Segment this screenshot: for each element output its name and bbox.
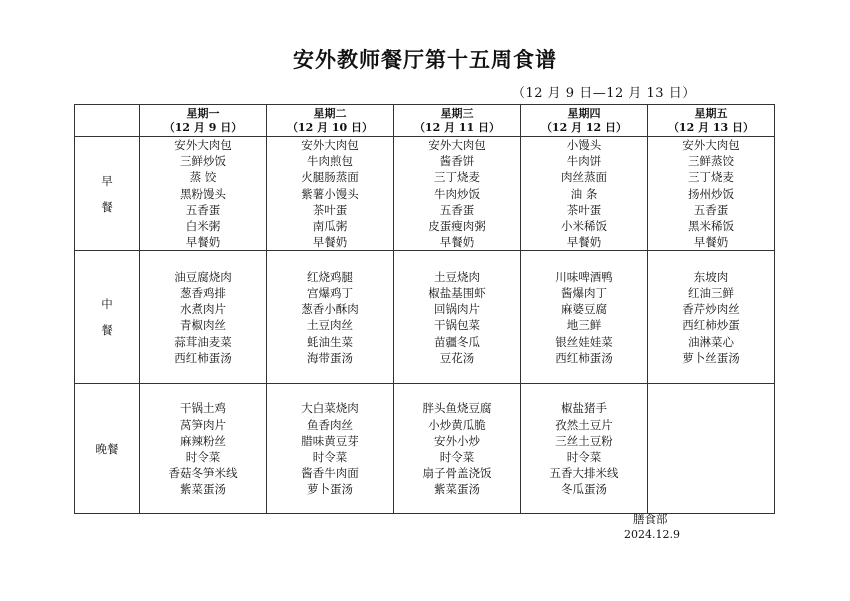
day-name: 星期五 [694, 106, 728, 120]
dish-item: 油 条 [570, 186, 598, 201]
dinner-label [75, 384, 140, 514]
dish-item: 西红柿炒蛋 [682, 318, 740, 333]
breakfast-mon [140, 137, 267, 251]
dish-item: 海带蛋汤 [307, 350, 353, 365]
breakfast-row [75, 137, 775, 251]
dish-item: 麻婆豆腐 [561, 302, 607, 317]
dish-item: 宫爆鸡丁 [307, 286, 353, 301]
dish-item: 三鲜蒸饺 [688, 154, 734, 169]
meal-label-char: 餐 [101, 199, 113, 214]
dish-item: 青椒肉丝 [180, 318, 226, 333]
dish-item: 土豆烧肉 [434, 269, 480, 284]
dish-item: 早餐奶 [312, 235, 348, 250]
dish-item: 孜然土豆片 [555, 417, 613, 432]
dish-item: 葱香鸡排 [180, 286, 226, 301]
dish-item: 白米粥 [185, 219, 221, 234]
day-header-mon [140, 105, 267, 137]
breakfast-wed [394, 137, 521, 251]
dish-item: 紫菜蛋汤 [434, 482, 480, 497]
dish-item: 干锅包菜 [434, 318, 480, 333]
day-name: 星期三 [440, 106, 474, 120]
day-name: 星期二 [313, 106, 347, 120]
dish-item: 西红柿蛋汤 [174, 350, 232, 365]
dish-item: 五香蛋 [439, 202, 475, 217]
dish-item: 川味啤酒鸭 [555, 269, 613, 284]
dish-item: 冬瓜蛋汤 [561, 482, 607, 497]
day-name: 星期四 [567, 106, 601, 120]
dish-item: 豆花汤 [439, 350, 475, 365]
dish-item: 茶叶蛋 [566, 202, 602, 217]
dish-item: 紫薯小馒头 [301, 186, 359, 201]
dinner-fri [648, 384, 775, 514]
dish-item: 安外大肉包 [682, 138, 740, 152]
page-title: 安外教师餐厅第十五周食谱 [293, 48, 557, 72]
dish-item: 时令菜 [439, 449, 475, 464]
dish-item: 地三鲜 [566, 318, 602, 333]
header-row [75, 105, 775, 137]
dish-item: 南瓜粥 [312, 219, 348, 234]
day-name: 星期一 [186, 106, 220, 120]
dish-item: 五香大排米线 [549, 466, 619, 481]
dinner-mon [140, 384, 267, 514]
breakfast-label [75, 137, 140, 251]
meal-label-char: 早 [101, 173, 113, 188]
dish-item: 油豆腐烧肉 [174, 269, 232, 284]
dish-item: 扇子骨盖浇饭 [422, 466, 492, 481]
footer-department: 膳食部 [633, 512, 668, 526]
dish-item: 银丝娃娃菜 [555, 334, 613, 349]
dish-item: 麻辣粉丝 [180, 433, 226, 448]
dish-item: 三鲜炒饭 [180, 154, 226, 169]
breakfast-fri [648, 137, 775, 251]
dish-item: 干锅土鸡 [180, 401, 226, 416]
dish-item: 油淋菜心 [688, 334, 734, 349]
dish-item: 安外大肉包 [174, 138, 232, 152]
dish-item: 牛肉饼 [566, 154, 602, 169]
dish-item: 莴笋肉片 [180, 417, 226, 432]
dish-item: 椒盐猪手 [561, 401, 607, 416]
dish-item: 皮蛋瘦肉粥 [428, 219, 486, 234]
dish-item: 牛肉炒饭 [434, 186, 480, 201]
lunch-tue [267, 251, 394, 384]
day-header-thu [521, 105, 648, 137]
dish-item: 紫菜蛋汤 [180, 482, 226, 497]
dish-item: 椒盐基围虾 [428, 286, 486, 301]
dish-item: 苗疆冬瓜 [434, 334, 480, 349]
dish-item: 早餐奶 [566, 235, 602, 250]
dish-item: 胖头鱼烧豆腐 [422, 401, 492, 416]
day-date: （12 月 9 日） [163, 120, 243, 134]
dish-item: 香芹炒肉丝 [682, 302, 740, 317]
dish-item: 酱香牛肉面 [301, 466, 359, 481]
dinner-row [75, 384, 775, 514]
day-header-fri [648, 105, 775, 137]
dish-item: 香菇冬笋米线 [168, 466, 238, 481]
dinner-wed [394, 384, 521, 514]
lunch-label [75, 251, 140, 384]
dish-item: 葱香小酥肉 [301, 302, 359, 317]
dish-item: 三丁烧麦 [688, 170, 734, 185]
corner-cell [75, 105, 140, 137]
dish-item: 酱爆肉丁 [561, 286, 607, 301]
dish-item: 水煮肉片 [180, 302, 226, 317]
breakfast-tue [267, 137, 394, 251]
dish-item: 东坡肉 [693, 269, 729, 284]
dish-item: 肉丝蒸面 [561, 170, 607, 185]
dish-item: 小馒头 [566, 138, 602, 152]
meal-label-char: 餐 [101, 323, 113, 338]
dish-item: 时令菜 [566, 449, 602, 464]
breakfast-thu [521, 137, 648, 251]
dish-item: 早餐奶 [693, 235, 729, 250]
dish-item: 西红柿蛋汤 [555, 350, 613, 365]
dish-item: 红油三鲜 [688, 286, 734, 301]
dish-item: 小米稀饭 [561, 219, 607, 234]
dish-item: 黑米稀饭 [688, 219, 734, 234]
dish-item: 牛肉煎包 [307, 154, 353, 169]
dish-item: 鱼香肉丝 [307, 417, 353, 432]
dish-item: 蚝油生菜 [307, 334, 353, 349]
meal-label-text: 晚餐 [95, 441, 119, 456]
date-range: （12 月 9 日—12 月 13 日） [512, 86, 696, 101]
dish-item: 黑粉馒头 [180, 186, 226, 201]
lunch-wed [394, 251, 521, 384]
dish-item: 时令菜 [185, 449, 221, 464]
dish-item: 五香蛋 [693, 202, 729, 217]
dish-item: 红烧鸡腿 [307, 269, 353, 284]
dish-item: 蒸 饺 [189, 170, 217, 185]
lunch-row [75, 251, 775, 384]
dish-item: 蒜茸油麦菜 [174, 334, 232, 349]
dish-item: 扬州炒饭 [688, 186, 734, 201]
day-header-wed [394, 105, 521, 137]
dish-item: 时令菜 [312, 449, 348, 464]
dish-item: 早餐奶 [439, 235, 475, 250]
dish-item: 三丝土豆粉 [555, 433, 613, 448]
dinner-tue [267, 384, 394, 514]
meal-label-char: 中 [101, 297, 113, 312]
dish-item: 回锅肉片 [434, 302, 480, 317]
dish-item: 腊味黄豆芽 [301, 433, 359, 448]
dish-item: 萝卜蛋汤 [307, 482, 353, 497]
dish-item: 安外大肉包 [301, 138, 359, 152]
day-header-tue [267, 105, 394, 137]
dish-item: 三丁烧麦 [434, 170, 480, 185]
day-date: （12 月 12 日） [540, 120, 628, 134]
dish-item: 安外小炒 [434, 433, 480, 448]
day-date: （12 月 10 日） [286, 120, 374, 134]
dish-item: 大白菜烧肉 [301, 401, 359, 416]
dish-item: 酱香饼 [439, 154, 475, 169]
dish-item: 茶叶蛋 [312, 202, 348, 217]
dish-item: 五香蛋 [185, 202, 221, 217]
day-date: （12 月 11 日） [413, 120, 501, 134]
dinner-thu [521, 384, 648, 514]
dish-item: 小炒黄瓜脆 [428, 417, 486, 432]
dish-item: 早餐奶 [185, 235, 221, 250]
footer-date: 2024.12.9 [624, 528, 680, 541]
menu-table [74, 104, 775, 514]
lunch-thu [521, 251, 648, 384]
dish-item: 土豆肉丝 [307, 318, 353, 333]
day-date: （12 月 13 日） [667, 120, 755, 134]
dish-item: 火腿肠蒸面 [301, 170, 359, 185]
lunch-mon [140, 251, 267, 384]
lunch-fri [648, 251, 775, 384]
dish-item: 萝卜丝蛋汤 [682, 350, 740, 365]
dish-item: 安外大肉包 [428, 138, 486, 152]
